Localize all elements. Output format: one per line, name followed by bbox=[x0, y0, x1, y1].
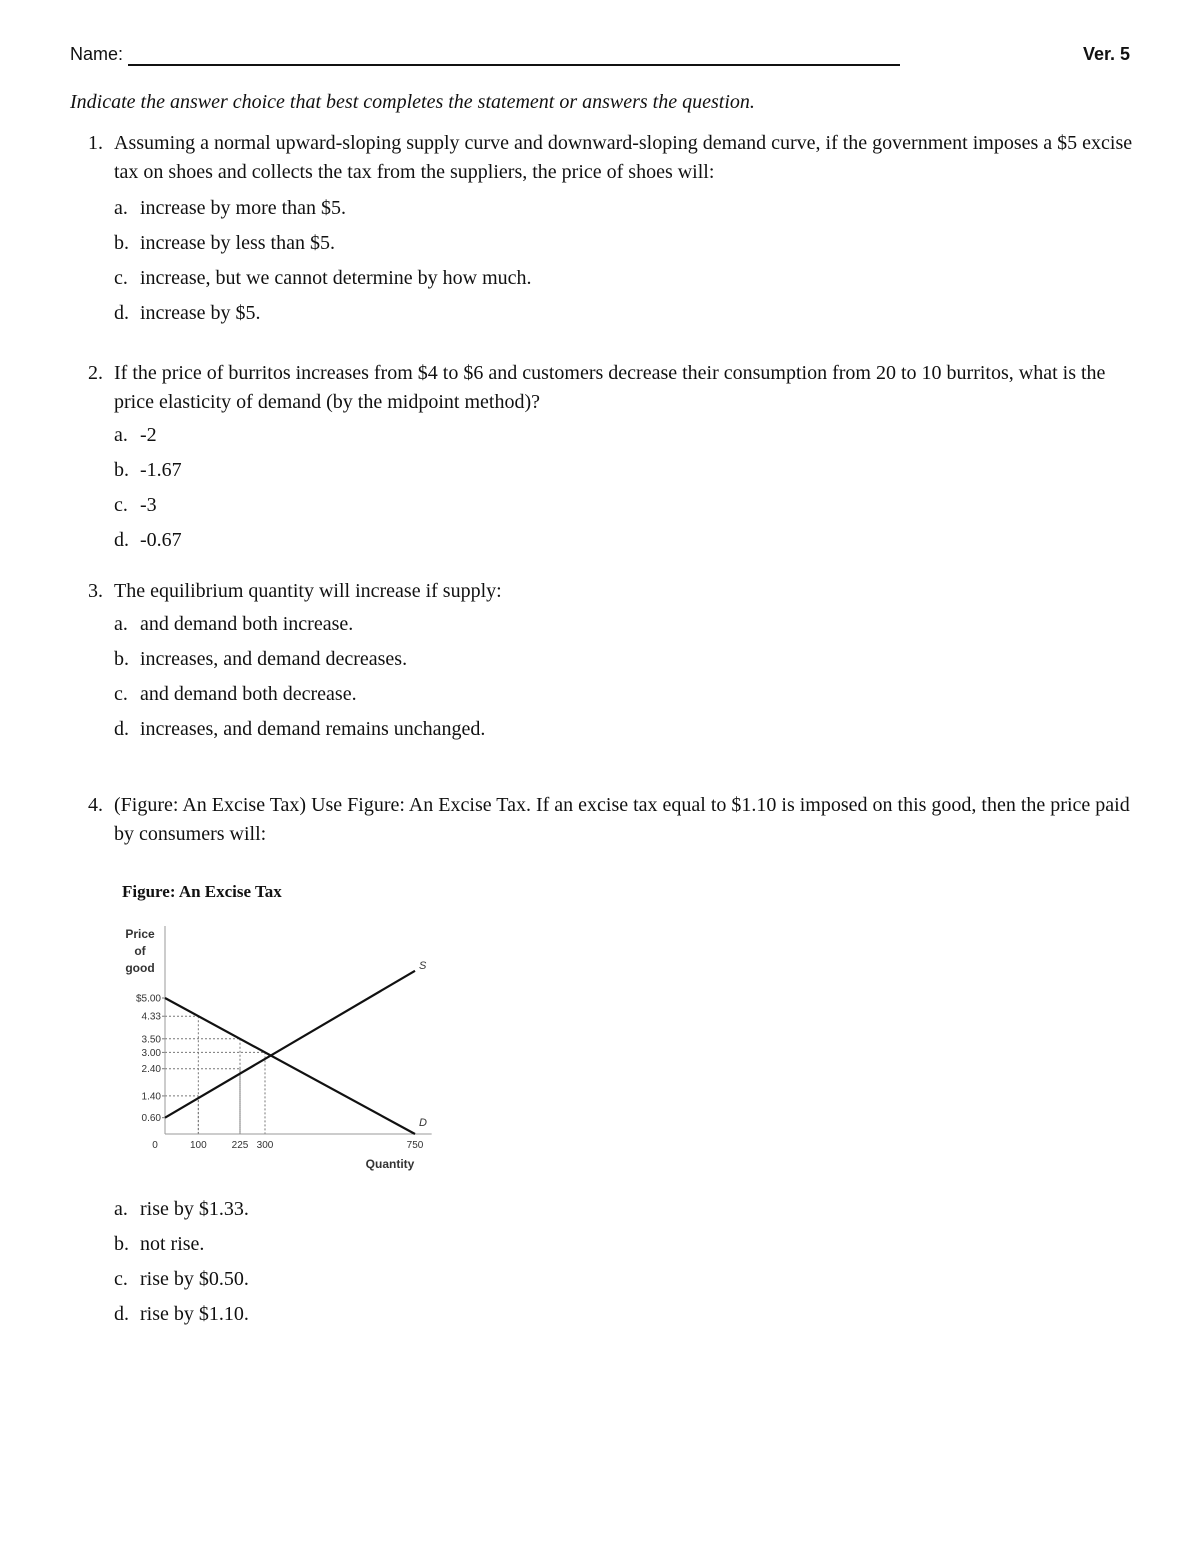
answer-choice-b[interactable] bbox=[88, 1227, 688, 1262]
choice-letter: d. bbox=[114, 1303, 129, 1325]
choice-letter: d. bbox=[114, 529, 129, 551]
question-2 bbox=[88, 359, 1148, 558]
question-number: 1. bbox=[88, 132, 103, 154]
question-number: 3. bbox=[88, 580, 103, 602]
choice-letter: d. bbox=[114, 718, 129, 740]
choice-text: rise by $1.10. bbox=[140, 1303, 249, 1325]
answer-choice-c[interactable] bbox=[88, 677, 1148, 712]
choice-text: not rise. bbox=[140, 1233, 205, 1255]
excise-tax-chart bbox=[110, 878, 440, 1178]
question-number: 4. bbox=[88, 794, 103, 816]
choice-text: and demand both decrease. bbox=[140, 683, 357, 705]
choice-letter: b. bbox=[114, 1233, 129, 1255]
answer-choice-a[interactable] bbox=[88, 191, 1148, 226]
y-axis-label: good bbox=[125, 961, 155, 975]
question-4-choices bbox=[88, 1192, 688, 1332]
choice-text: increases, and demand remains unchanged. bbox=[140, 718, 486, 740]
y-tick-label: 2.40 bbox=[141, 1064, 161, 1076]
choice-letter: c. bbox=[114, 1268, 128, 1290]
choice-letter: c. bbox=[114, 267, 128, 289]
demand-curve-label: D bbox=[419, 1117, 427, 1129]
answer-choice-b[interactable] bbox=[88, 453, 1148, 488]
choice-letter: b. bbox=[114, 648, 129, 670]
choice-letter: a. bbox=[114, 1198, 128, 1220]
x-tick-label: 300 bbox=[256, 1140, 274, 1151]
choice-letter: a. bbox=[114, 424, 128, 446]
answer-choice-c[interactable] bbox=[88, 488, 1148, 523]
answer-choice-d[interactable] bbox=[88, 296, 1148, 331]
choice-text: -1.67 bbox=[140, 459, 182, 481]
y-tick-label: $5.00 bbox=[135, 993, 161, 1005]
instructions: Indicate the answer choice that best completes the statement or answers the question. bbox=[70, 91, 755, 113]
choice-text: -3 bbox=[140, 494, 157, 516]
choice-letter: c. bbox=[114, 494, 128, 516]
choice-text: increase by more than $5. bbox=[140, 197, 347, 219]
page-header bbox=[70, 44, 1130, 70]
answer-choice-a[interactable] bbox=[88, 1192, 688, 1227]
y-axis-label: Price bbox=[125, 927, 155, 941]
question-4 bbox=[88, 791, 1148, 849]
y-axis-label: of bbox=[134, 944, 146, 958]
excise-tax-figure bbox=[110, 878, 440, 1178]
question-stem bbox=[88, 359, 1148, 417]
question-text: (Figure: An Excise Tax) Use Figure: An Excise Tax. If an excise tax equal to $1.10 is imposed on this good, then the price paid by consumers will: bbox=[114, 794, 1130, 845]
answer-choice-b[interactable] bbox=[88, 226, 1148, 261]
answer-choice-a[interactable] bbox=[88, 607, 1148, 642]
x-axis-label: Quantity bbox=[365, 1157, 415, 1171]
choice-text: -0.67 bbox=[140, 529, 182, 551]
demand-curve bbox=[165, 998, 415, 1134]
choice-letter: b. bbox=[114, 232, 129, 254]
choice-text: increases, and demand decreases. bbox=[140, 648, 408, 670]
question-number: 2. bbox=[88, 362, 103, 384]
question-stem bbox=[88, 577, 1148, 606]
choice-letter: d. bbox=[114, 302, 129, 324]
answer-choice-c[interactable] bbox=[88, 261, 1148, 296]
answer-choice-d[interactable] bbox=[88, 712, 1148, 747]
x-tick-label: 100 bbox=[189, 1140, 207, 1151]
figure-title: Figure: An Excise Tax bbox=[122, 882, 282, 901]
choice-text: rise by $1.33. bbox=[140, 1198, 249, 1220]
choice-text: increase, but we cannot determine by how much. bbox=[140, 267, 532, 289]
y-tick-label: 0.60 bbox=[141, 1113, 161, 1125]
choice-text: increase by less than $5. bbox=[140, 232, 335, 254]
choice-text: -2 bbox=[140, 424, 157, 446]
question-stem bbox=[88, 791, 1148, 849]
choice-letter: c. bbox=[114, 683, 128, 705]
y-tick-label: 1.40 bbox=[141, 1091, 161, 1103]
answer-choice-a[interactable] bbox=[88, 418, 1148, 453]
y-tick-label: 3.50 bbox=[141, 1034, 161, 1046]
answer-choice-b[interactable] bbox=[88, 642, 1148, 677]
answer-choice-c[interactable] bbox=[88, 1262, 688, 1297]
x-tick-label: 0 bbox=[152, 1140, 158, 1151]
choice-text: rise by $0.50. bbox=[140, 1268, 249, 1290]
choice-letter: a. bbox=[114, 197, 128, 219]
answer-choice-d[interactable] bbox=[88, 1297, 688, 1332]
name-label: Name: bbox=[70, 44, 124, 64]
supply-curve-label: S bbox=[419, 959, 427, 972]
choice-text: and demand both increase. bbox=[140, 613, 354, 635]
question-text: If the price of burritos increases from $4 to $6 and customers decrease their consumption from 20 to 10 burritos, what is the price elasticity of demand (by the midpoint method)? bbox=[114, 362, 1106, 413]
y-tick-label: 3.00 bbox=[141, 1047, 161, 1059]
question-3 bbox=[88, 577, 1148, 747]
name-field-line[interactable] bbox=[128, 64, 900, 66]
question-text: The equilibrium quantity will increase if supply: bbox=[114, 580, 502, 602]
answer-choice-d[interactable] bbox=[88, 523, 1148, 558]
question-1 bbox=[88, 129, 1148, 331]
x-tick-label: 750 bbox=[406, 1140, 424, 1151]
choice-text: increase by $5. bbox=[140, 302, 261, 324]
choice-letter: b. bbox=[114, 459, 129, 481]
question-text: Assuming a normal upward-sloping supply curve and downward-sloping demand curve, if the government imposes a $5 excise tax on shoes and collects the tax from the suppliers, the price of shoes will: bbox=[114, 132, 1133, 183]
choice-letter: a. bbox=[114, 613, 128, 635]
question-stem bbox=[88, 129, 1148, 187]
x-tick-label: 225 bbox=[231, 1140, 249, 1151]
supply-curve bbox=[165, 971, 415, 1118]
y-tick-label: 4.33 bbox=[141, 1011, 161, 1023]
version-label: Ver. 5 bbox=[1082, 44, 1130, 64]
